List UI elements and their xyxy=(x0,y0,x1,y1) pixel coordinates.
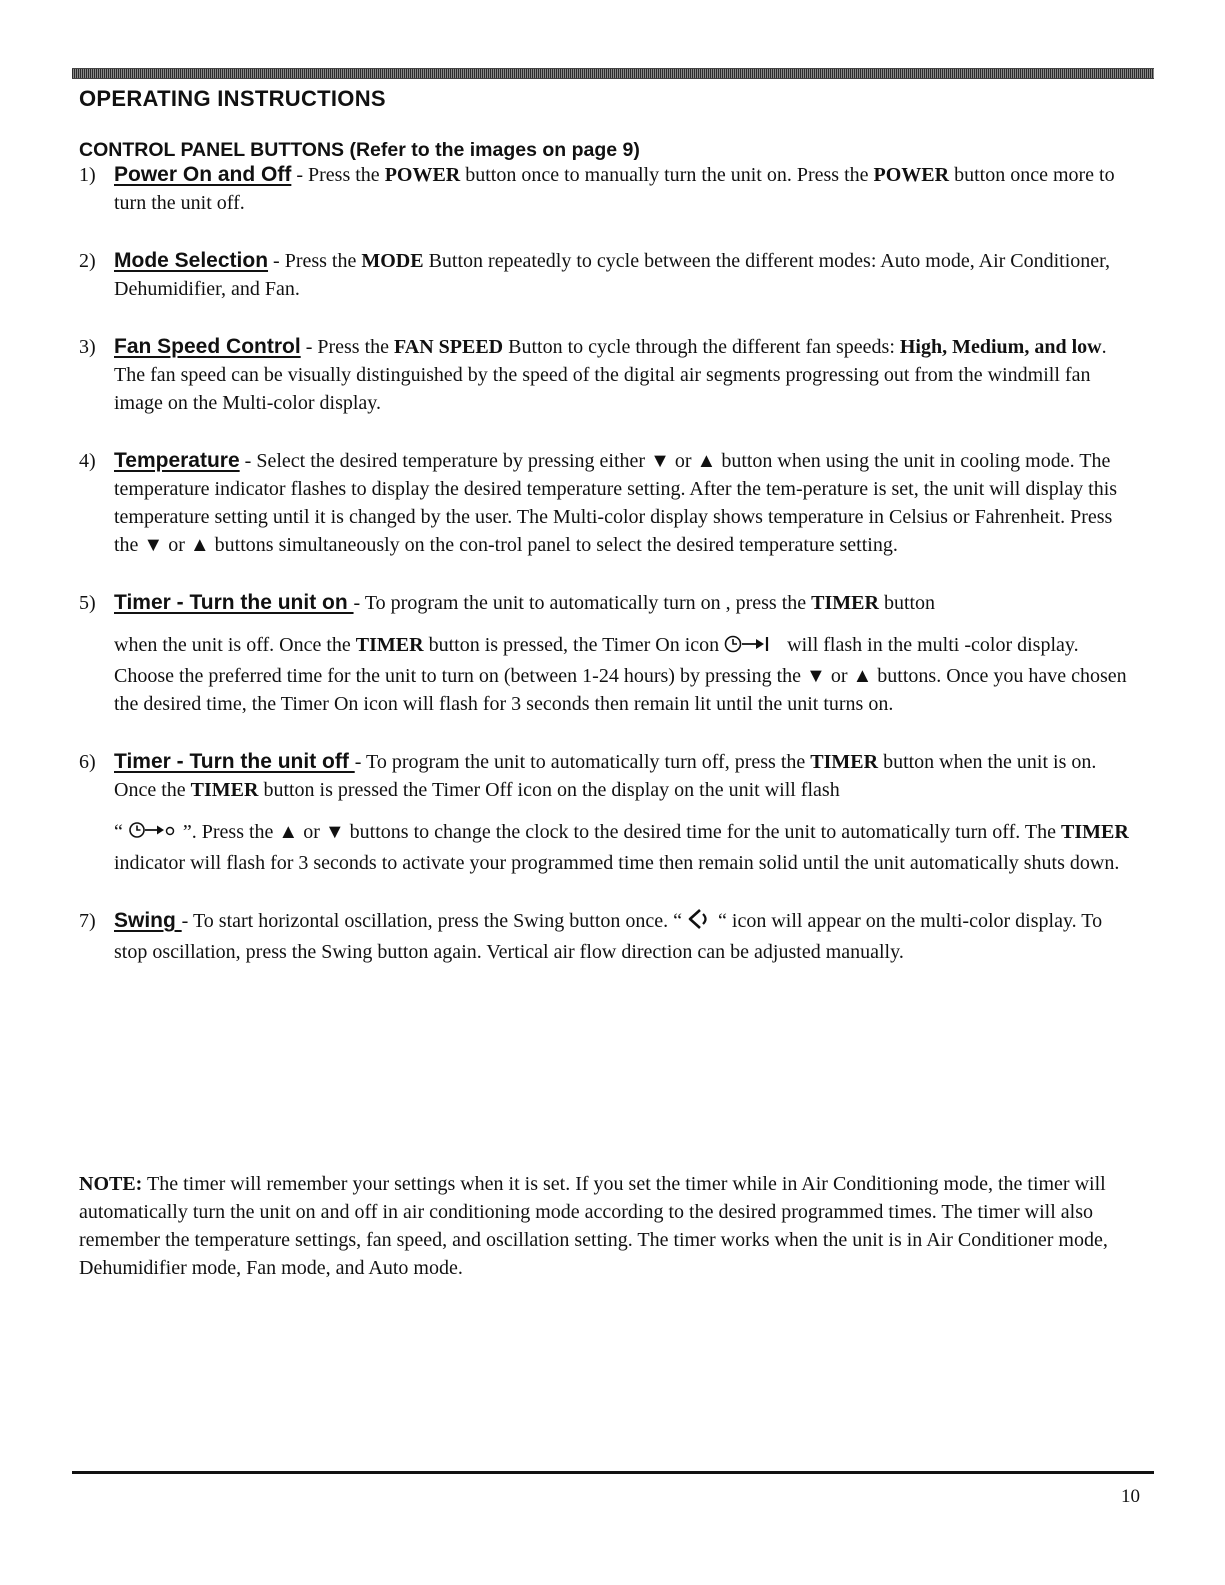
item-number: 3) xyxy=(79,336,96,358)
item-title: Power On and Off xyxy=(114,163,292,186)
item-title: Fan Speed Control xyxy=(114,335,301,358)
list-item-fan-speed: 3) Fan Speed Control - Press the FAN SPEED Button to cycle through the different fan speeds: High, Medium, and low. The fan speed can be visually distinguished by the speed of the digital air segments progressing out from the windmill fan image on the Multi-color display. xyxy=(79,335,1107,414)
subsection-heading: CONTROL PANEL BUTTONS (Refer to the images on page 9) xyxy=(79,139,640,161)
item-number: 7) xyxy=(79,910,96,932)
item-title: Mode Selection xyxy=(114,249,269,272)
list-item-timer-on: 5) Timer - Turn the unit on - To program the unit to automatically turn on , press the TIMER button when the unit is off. Once the TIMER button is pressed, the Timer On icon will flash in the multi -color display. Choose the preferred time for the unit to turn on (between 1-24 hours) by pressing the ▼ or ▲ buttons. Once you have chosen the desired time, the Timer On icon will flash for 3 seconds then remain lit until the unit turns on. xyxy=(79,591,1127,715)
item-number: 1) xyxy=(79,164,96,186)
list-item-power: 1) Power On and Off - Press the POWER button once to manually turn the unit on. Press the POWER button once more to turn the unit off. xyxy=(79,163,1115,214)
item-title: Temperature xyxy=(114,449,240,472)
list-item-swing: 7) Swing - To start horizontal oscillation, press the Swing button once. “ “ icon will appear on the multi-color display. To stop oscillation, press the Swing button again. Vertical air flow direction can be adjusted manually. xyxy=(79,909,1103,963)
item-title: Timer - Turn the unit on xyxy=(114,591,354,614)
instruction-list xyxy=(79,161,1139,996)
page-number: 10 xyxy=(1121,1486,1140,1507)
swing-icon xyxy=(687,908,713,938)
timer-off-icon xyxy=(128,821,178,849)
item-title: Swing xyxy=(114,909,182,932)
list-item-timer-off: 6) Timer - Turn the unit off - To program the unit to automatically turn off, press the TIMER button when the unit is on. Once the TIMER button is pressed the Timer Off icon on the display on the unit will flash “ ”. Press the ▲ or ▼ buttons to change the clock to the desired time for the unit to automatically turn off. The TIMER indicator will flash for 3 seconds to activate your programmed time then remain solid until the unit automatically shuts down. xyxy=(79,750,1129,874)
timer-on-icon xyxy=(724,634,782,662)
list-item-temperature: 4) Temperature - Select the desired temperature by pressing either ▼ or ▲ button when using the unit in cooling mode. The temperature indicator flashes to display the desired temperature setting. After the tem-perature is set, the unit will display this temperature setting until it is changed by the user. The Multi-color display shows temperature in Celsius or Fahrenheit. Press the ▼ or ▲ buttons simultaneously on the con-trol panel to select the desired temperature setting. xyxy=(79,449,1118,556)
header-rule xyxy=(72,68,1154,79)
item-number: 2) xyxy=(79,250,96,272)
item-number: 6) xyxy=(79,751,96,773)
item-title: Timer - Turn the unit off xyxy=(114,750,355,773)
section-heading: OPERATING INSTRUCTIONS xyxy=(79,86,386,111)
note-text: The timer will remember your settings when it is set. If you set the timer while in Air Conditioning mode, the timer will automatically turn the unit on and off in air conditioning mode according to the desired programmed times. The timer will also remember the temperature settings, fan speed, and oscillation setting. The timer works when the unit is in Air Conditioner mode, Dehumidifier mode, Fan mode, and Auto mode. xyxy=(79,1173,1108,1279)
list-item-mode: 2) Mode Selection - Press the MODE Button repeatedly to cycle between the different modes: Auto mode, Air Conditioner, Dehumidifier, and Fan. xyxy=(79,249,1111,300)
note-label: NOTE: xyxy=(79,1173,143,1195)
footer-rule xyxy=(72,1471,1154,1474)
item-number: 4) xyxy=(79,450,96,472)
note-paragraph xyxy=(79,1170,1129,1282)
item-number: 5) xyxy=(79,592,96,614)
